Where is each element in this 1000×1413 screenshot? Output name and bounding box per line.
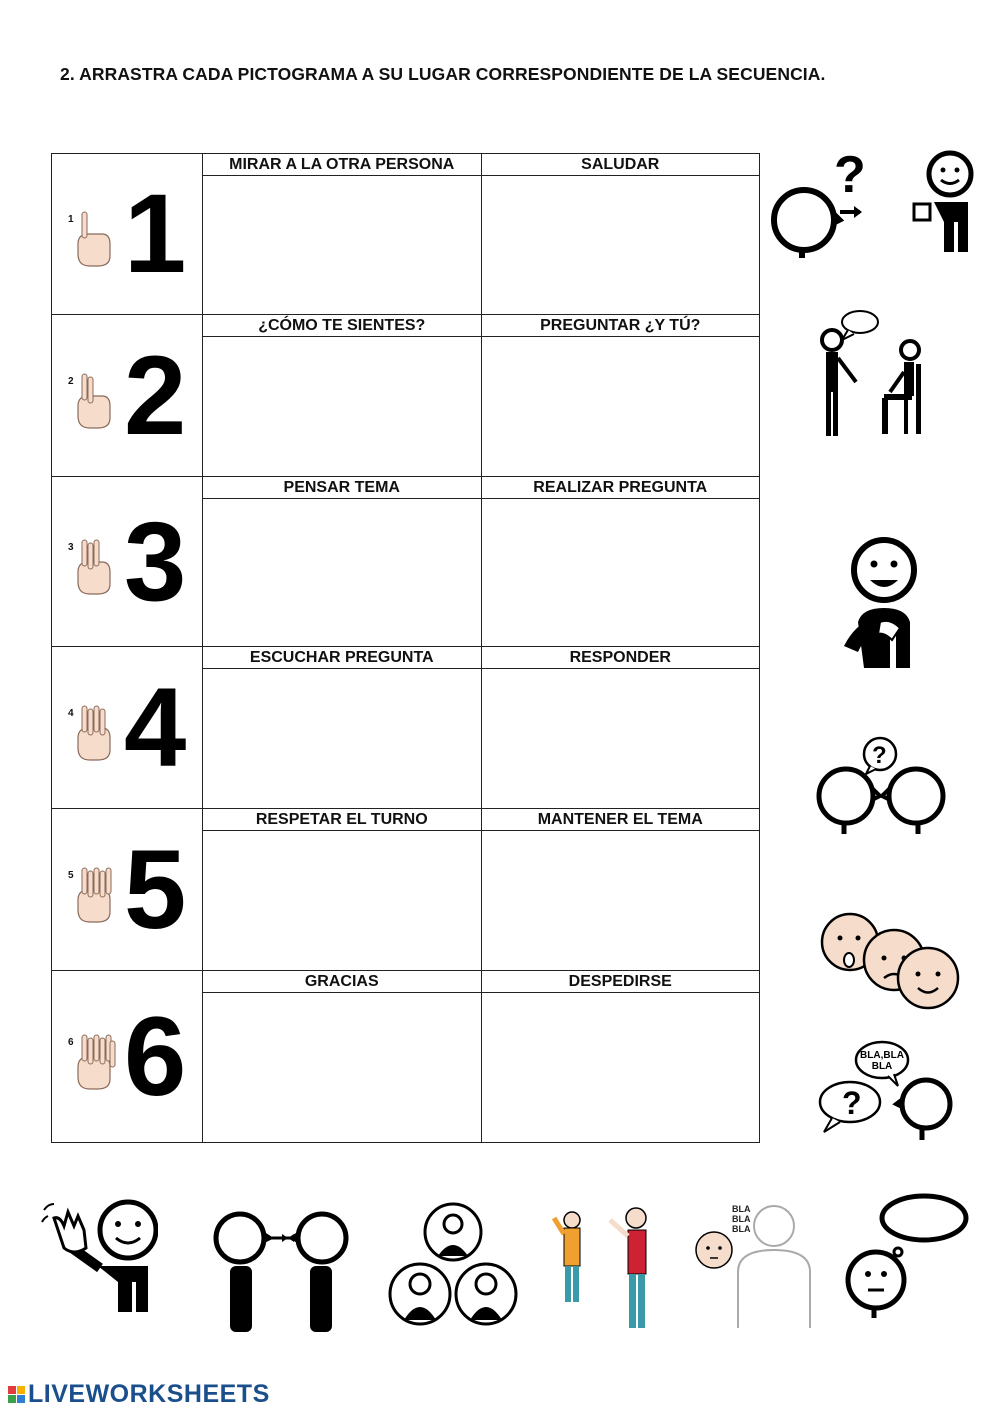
sequence-row-header	[52, 971, 760, 993]
instruction-text: 2. ARRASTRA CADA PICTOGRAMA A SU LUGAR CORRESPONDIENTE DE LA SECUENCIA.	[60, 64, 826, 84]
picto-person-hand-chest[interactable]	[908, 150, 978, 252]
sequence-row-header	[52, 154, 760, 176]
picto-group-three-people[interactable]	[386, 1200, 521, 1328]
sequence-row-header	[52, 647, 760, 669]
drop-zone-left[interactable]	[203, 176, 482, 315]
step-label-right: RESPONDER	[481, 647, 760, 669]
step-label-left: ¿CÓMO TE SIENTES?	[203, 315, 482, 337]
step-label-right: PREGUNTAR ¿Y TÚ?	[481, 315, 760, 337]
hand-count-label: 1	[68, 214, 74, 225]
step-number-cell	[52, 154, 203, 315]
step-number-cell	[52, 477, 203, 647]
step-label-right: REALIZAR PREGUNTA	[481, 477, 760, 499]
bla-small-3: BLA	[732, 1224, 751, 1234]
bla-small-1: BLA	[732, 1204, 751, 1214]
question-mark-glyph: ?	[872, 742, 887, 769]
bla-text-line2: BLA	[871, 1061, 893, 1072]
picto-waving-hello[interactable]	[38, 1196, 158, 1314]
step-big-number: 4	[124, 664, 187, 790]
picto-smiling-person[interactable]	[840, 536, 920, 668]
hand-count-label: 5	[68, 869, 74, 881]
picto-thinking-topic[interactable]	[844, 1190, 974, 1320]
drop-zone-right[interactable]	[481, 337, 760, 477]
step-number-cell	[52, 971, 203, 1143]
step-number-cell	[52, 647, 203, 809]
step-label-left: ESCUCHAR PREGUNTA	[203, 647, 482, 669]
counting-hand-icon	[64, 366, 122, 430]
bla-text-line1: BLA,BLA	[860, 1050, 904, 1061]
counting-hand-icon	[64, 860, 122, 924]
step-label-left: GRACIAS	[203, 971, 482, 993]
step-label-right: DESPEDIRSE	[481, 971, 760, 993]
hand-count-label: 6	[68, 1036, 74, 1048]
picto-taking-turns[interactable]	[548, 1204, 660, 1330]
bla-small-2: BLA	[732, 1214, 751, 1224]
drop-zone-left[interactable]	[203, 993, 482, 1143]
liveworksheets-logo[interactable]	[8, 1380, 270, 1409]
hand-count-label: 4	[68, 707, 74, 719]
step-label-right: MANTENER EL TEMA	[481, 809, 760, 831]
counting-hand-icon	[64, 698, 122, 762]
picto-question-face[interactable]	[768, 150, 868, 258]
step-big-number: 6	[124, 993, 187, 1119]
sequence-row-header	[52, 809, 760, 831]
sequence-table	[51, 153, 760, 1143]
drop-zone-right[interactable]	[481, 499, 760, 647]
drop-zone-right[interactable]	[481, 176, 760, 315]
counting-hand-icon	[64, 204, 122, 268]
step-label-left: MIRAR A LA OTRA PERSONA	[203, 154, 482, 176]
picto-standing-talks-to-seated[interactable]	[818, 308, 928, 438]
drop-zone-right[interactable]	[481, 831, 760, 971]
drop-zone-left[interactable]	[203, 337, 482, 477]
sequence-row-header	[52, 315, 760, 337]
picto-asking-question[interactable]	[812, 734, 952, 838]
hand-count-label: 2	[68, 375, 74, 387]
drop-zone-right[interactable]	[481, 993, 760, 1143]
picto-eye-contact[interactable]	[210, 1210, 350, 1332]
question-mark-glyph: ?	[842, 1085, 862, 1121]
counting-hand-icon	[64, 532, 122, 596]
step-label-left: PENSAR TEMA	[203, 477, 482, 499]
brand-name: LIVEWORKSHEETS	[28, 1380, 270, 1408]
drop-zone-right[interactable]	[481, 669, 760, 809]
step-big-number: 3	[124, 498, 187, 624]
hand-count-label: 3	[68, 541, 74, 553]
counting-hand-icon	[64, 1027, 122, 1091]
drop-zone-left[interactable]	[203, 831, 482, 971]
picto-three-emotion-faces[interactable]	[818, 906, 963, 1016]
step-number-cell	[52, 315, 203, 477]
step-label-left: RESPETAR EL TURNO	[203, 809, 482, 831]
sequence-row-header	[52, 477, 760, 499]
picto-listening-bla-bla[interactable]	[692, 1200, 816, 1328]
picto-bla-bla-conversation[interactable]	[818, 1040, 958, 1146]
drop-zone-left[interactable]	[203, 669, 482, 809]
step-number-cell	[52, 809, 203, 971]
step-big-number: 5	[124, 826, 187, 952]
step-big-number: 1	[124, 171, 187, 296]
step-big-number: 2	[124, 332, 187, 458]
step-label-right: SALUDAR	[481, 154, 760, 176]
drop-zone-left[interactable]	[203, 499, 482, 647]
question-mark-glyph: ?	[834, 150, 866, 204]
logo-grid-icon	[8, 1386, 25, 1403]
